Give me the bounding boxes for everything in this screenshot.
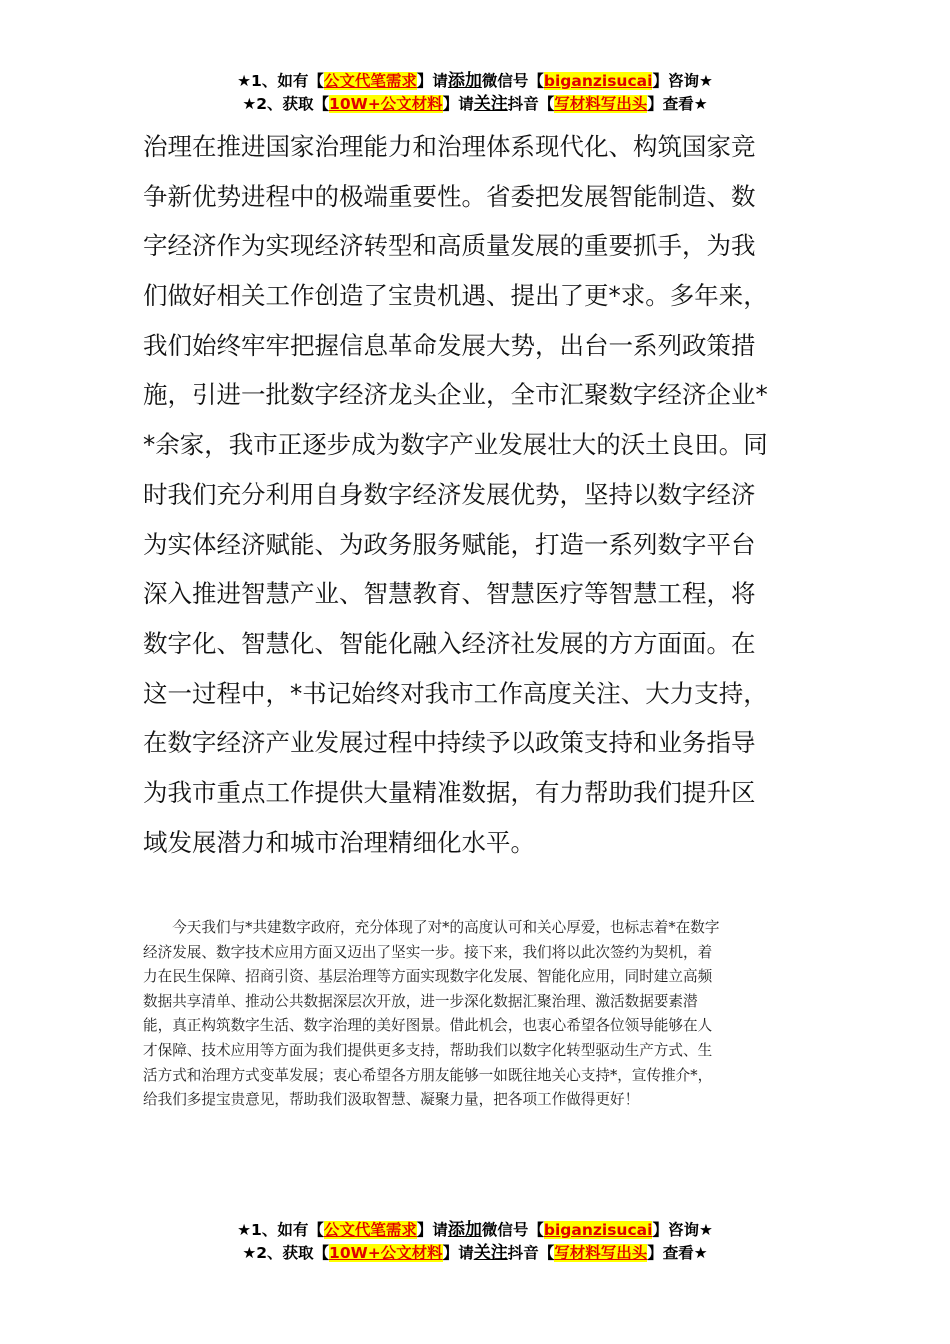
banner-text: ★2、获取【	[242, 95, 330, 113]
highlighted-text: 写材料写出头	[554, 95, 648, 113]
banner-text: ★2、获取【	[242, 1244, 330, 1262]
banner-text: 】请	[416, 1221, 448, 1239]
highlighted-text: 写材料写出头	[554, 1244, 648, 1262]
main-paragraph	[143, 122, 823, 867]
banner-line2	[0, 93, 950, 116]
banner-line2	[0, 1242, 950, 1265]
banner-text: 】咨询★	[652, 1221, 713, 1239]
banner-text: 关注	[473, 1243, 508, 1263]
highlighted-text: 公文代笔需求	[323, 1221, 417, 1239]
text-line: 深入推进智慧产业、智慧教育、智慧医疗等智慧工程，将	[143, 579, 756, 609]
text-line: 我们始终牢牢把握信息革命发展大势，出台一系列政策措	[143, 330, 756, 360]
text-line: 治理在推进国家治理能力和治理体系现代化、构筑国家竞	[143, 132, 756, 161]
banner-text: 添加	[447, 71, 482, 91]
text-line: 字经济作为实现经济转型和高质量发展的重要抓手，为我	[143, 231, 756, 261]
banner-text: 】请	[442, 1244, 474, 1262]
text-line: 为我市重点工作提供大量精准数据，有力帮助我们提升区	[143, 777, 756, 807]
banner-text: 】请	[442, 95, 474, 113]
text-line: 能，真正构筑数字生活、数字治理的美好图景。借此机会，也衷心希望各位领导能够在人	[143, 1017, 713, 1035]
text-line: 时我们充分利用自身数字经济发展优势，坚持以数字经济	[143, 479, 756, 509]
banner-text: 】请	[416, 72, 448, 90]
text-line: *余家，我市正逐步成为数字产业发展壮大的沃土良田。同	[143, 430, 768, 460]
banner-text: ★1、如有【	[237, 72, 324, 90]
banner-text: 微信号【	[481, 1221, 544, 1239]
highlighted-text: 公文代笔需求	[323, 72, 417, 90]
text-line: 数字化、智慧化、智能化融入经济社发展的方方面面。在	[143, 628, 756, 658]
text-line: 为实体经济赋能、为政务服务赋能，打造一系列数字平台	[143, 529, 756, 559]
highlighted-text: biganzisucai	[543, 1221, 653, 1239]
text-line: 域发展潜力和城市治理精细化水平。	[143, 827, 535, 857]
highlighted-text: 10W+公文材料	[329, 1244, 443, 1262]
banner-line1	[0, 70, 950, 93]
promo-banner-bottom	[0, 1219, 950, 1265]
text-line: 今天我们与*共建数字政府，充分体现了对*的高度认可和关心厚爱，也标志着*在数字	[143, 919, 720, 936]
banner-text: 抖音【	[507, 1244, 555, 1262]
text-line: 们做好相关工作创造了宝贵机遇、提出了更*求。多年来，	[143, 281, 768, 311]
banner-text: 添加	[447, 1220, 482, 1240]
banner-text: 】查看★	[647, 1244, 708, 1262]
text-line: 力在民生保障、招商引资、基层治理等方面实现数字化发展、智能化应用，同时建立高频	[143, 968, 713, 986]
text-line: 在数字经济产业发展过程中持续予以政策支持和业务指导	[143, 728, 756, 758]
text-line: 给我们多提宝贵意见，帮助我们汲取智慧、凝聚力量，把各项工作做得更好！	[143, 1091, 640, 1109]
banner-text: 抖音【	[507, 95, 555, 113]
banner-text: ★1、如有【	[237, 1221, 324, 1239]
promo-banner-top	[0, 70, 950, 116]
text-line: 这一过程中，*书记始终对我市工作高度关注、大力支持，	[143, 678, 768, 708]
text-line: 才保障、技术应用等方面为我们提供更多支持，帮助我们以数字化转型驱动生产方式、生	[143, 1041, 713, 1059]
text-line: 争新优势进程中的极端重要性。省委把发展智能制造、数	[143, 181, 756, 211]
text-line: 数据共享清单、推动公共数据深层次开放，进一步深化数据汇聚治理、激活数据要素潜	[143, 992, 698, 1010]
closing-paragraph	[143, 916, 823, 1113]
banner-text: 】咨询★	[652, 72, 713, 90]
highlighted-text: biganzisucai	[543, 72, 653, 90]
highlighted-text: 10W+公文材料	[329, 95, 443, 113]
text-line: 施，引进一批数字经济龙头企业，全市汇聚数字经济企业*	[143, 380, 768, 410]
text-line: 经济发展、数字技术应用方面又迈出了坚实一步。接下来，我们将以此次签约为契机，着	[143, 943, 713, 961]
text-line: 活方式和治理方式变革发展；衷心希望各方朋友能够一如既往地关心支持*，宣传推介*，	[143, 1066, 713, 1084]
banner-text: 关注	[473, 94, 508, 114]
banner-text: 】查看★	[647, 95, 708, 113]
banner-text: 微信号【	[481, 72, 544, 90]
banner-line1	[0, 1219, 950, 1242]
